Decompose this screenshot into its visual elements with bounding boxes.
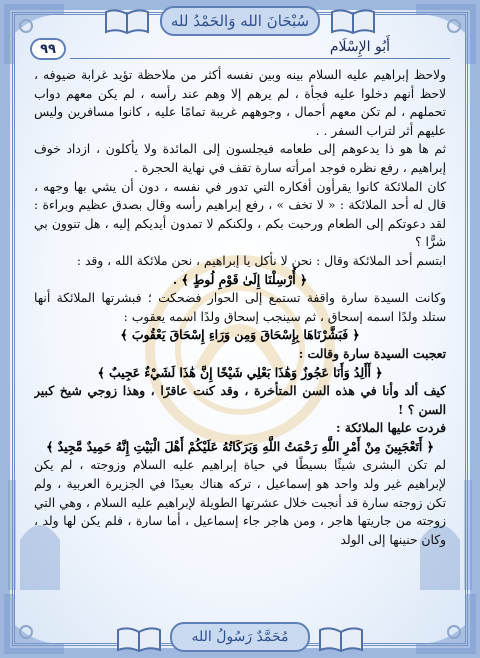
paragraph: ابتسم أحد الملائكة وقال : نحن لا نأكل يا إبراهيم ، نحن ملائكة الله ، وقد : (76, 253, 446, 268)
open-book-icon (330, 6, 376, 34)
paragraph: فردت عليها الملائكة : (335, 420, 446, 436)
quran-verse: ﴿ فَبَشَّرْنَاهَا بِإِسْحَاقَ وَمِن وَرَاءِ إِسْحَاقَ يَعْقُوبَ ﴾ (120, 327, 360, 343)
paragraph: وكانت السيدة سارة واقفة تستمع إلى الحوار فضحكت ؛ فبشرتها الملائكة أنها ستلد ولدًا اسمه إسحاق ، ثم سينجب إسحاق ولدًا اسمه يعقوب : (34, 291, 446, 324)
book-title: أَبُو الإِسْلَام (329, 39, 390, 55)
bottom-plaque: مُحَمَّدٌ رَسُولُ الله (170, 622, 310, 652)
paragraph: تعجبت السيدة سارة وقالت : (298, 345, 446, 361)
open-book-icon (104, 6, 150, 34)
body-text (34, 66, 446, 616)
header-divider (70, 58, 450, 59)
page-header (30, 38, 450, 60)
quran-verse: ﴿ أُرْسِلْنَا إِلَىٰ قَوْمِ لُوطٍ ﴾ . (172, 271, 308, 287)
open-book-icon (116, 624, 162, 652)
paragraph: كيف ألد وأنا في هذه السن المتأخرة ، وقد كنت عاقرًا ، وهذا زوجي شيخ كبير السن ؟ ! (34, 383, 446, 417)
quran-verse: ﴿ أَتَعْجَبِينَ مِنْ أَمْرِ اللَّهِ رَحْمَتُ اللَّهِ وَبَرَكَاتُهُ عَلَيْكُمْ أَهْلَ الْبَيْتِ إِنَّهُ حَمِيدٌ مَّجِيدٌ ﴾ (46, 438, 434, 454)
paragraph: لم تكن البشرى شيئًا بسيطًا في حياة إبراهيم عليه السلام وزوجته ، لم يكن لإبراهيم غير ولد واحد هو إسماعيل ، تركه هناك بعيدًا في الجزيرة العربية ، ولم تكن زوجته سارة قد أنجبت خلال عشرتها الطويلة لإبراهيم عليه السلام ، وهي التي زوجته من جاريتها هاجر ، ومن هاجر جاء إسماعيل ، أما سارة ، فلم يكن لها ولد ، وكان حنينها إلى الولد (34, 458, 446, 547)
open-book-icon (318, 624, 364, 652)
top-plaque: سُبْحَانَ الله وَالحَمْدُ لله (160, 6, 320, 36)
quran-verse: ﴿ أَأَلِدُ وَأَنَا عَجُوزٌ وَهَٰذَا بَعْلِي شَيْخًا إِنَّ هَٰذَا لَشَيْءٌ عَجِيبٌ ﴾ (97, 364, 383, 380)
paragraph: كان الملائكة كانوا يقرأون أفكاره التي تدور في نفسه ، دون أن يشي بها وجهه ، قال له أحد الملائكة : « لا تخف » ، رفع إبراهيم رأسه وقال بصدق عظيم وبراءة : لقد دعوتكم إلى الطعام ورحبت بكم ، ولكنكم لا تمدون أيديكم إليه ، هل تنوون بي شرًّا ؟ (34, 179, 446, 250)
paragraph: ثم ها هو ذا يدعوهم إلى طعامه فيجلسون إلى المائدة ولا يأكلون ، ازداد خوف إبراهيم ، رفع نظره فوجد امرأته سارة تقف في نهاية الحجرة . (34, 142, 446, 175)
paragraph: ولاحظ إبراهيم عليه السلام بينه وبين نفسه أكثر من ملاحظة تؤيد غرابة ضيوفه ، لاحظ أنهم دخلوا عليه فجأة ، لم يرهم إلا وهم عند رأسه ، لم يكن معهم دواب تحملهم ، لم تكن معهم أحمال ، وجوههم غريبة تمامًا عليه ، كانوا مسافرين وليس عليهم أثر لتراب السفر . . (34, 68, 446, 138)
page-number: ٩٩ (30, 38, 66, 60)
